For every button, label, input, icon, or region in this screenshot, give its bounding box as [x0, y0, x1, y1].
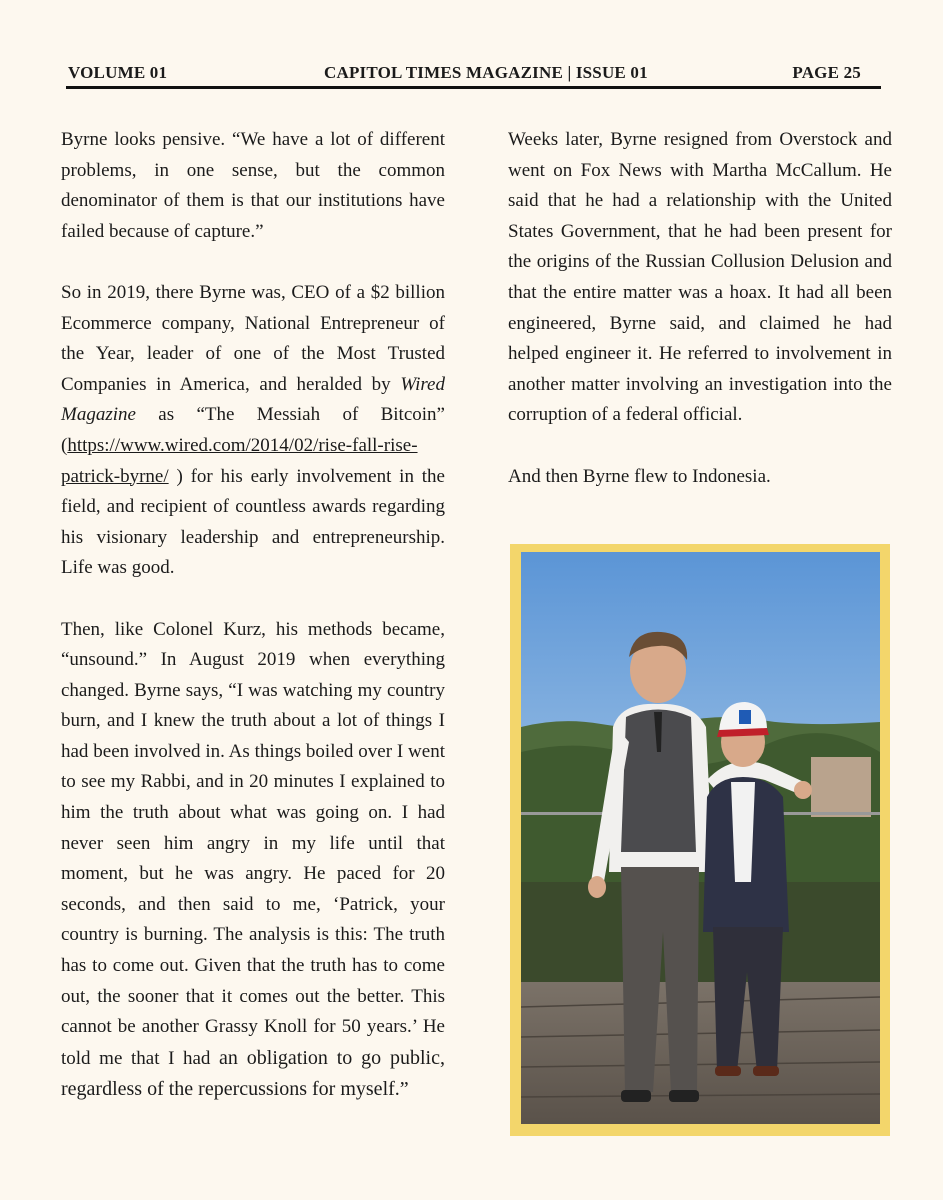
- volume-label: VOLUME 01: [68, 63, 168, 82]
- paragraph-2019-text-b: as “The Messiah of Bitcoin” (: [61, 404, 445, 456]
- two-men-on-rooftop-photo: [521, 552, 880, 1124]
- photo-illustration: [521, 552, 880, 1124]
- paragraph-pensive: Byrne looks pensive. “We have a lot of different problems, in one sense, but the common denominator of them is that our institutions have failed because of capture.”: [61, 129, 445, 242]
- right-column: [508, 125, 892, 492]
- paragraph-kurz-text-large: an obligation to go public, regardless of the repercussions for myself.”: [61, 1046, 445, 1101]
- paragraph-2019-text-c: ) for his early involvement in the field, and recipient of countless awards regarding his visionary leadership and entrepreneurship. Life was good.: [61, 465, 445, 579]
- paragraph-kurz-text: Then, like Colonel Kurz, his methods became, “unsound.” In August 2019 when everything changed. Byrne says, “I was watching my country burn, and I knew the truth about a lot of things I had been involved in. As things boiled over I went to see my Rabbi, and in 20 minutes I explained to him the truth about what was going on. I had never seen him angry in my life until that moment, but he was angry. He paced for 20 seconds, and then said to me, ‘Patrick, your country is burning. The analysis is this: The truth has to come out. Given that the truth has to come out, the sooner that it comes out the better. This cannot be another Grassy Knoll for 50 years.’ He told me that I had: [61, 618, 445, 1069]
- wired-magazine-title: Wired Magazine: [61, 373, 445, 426]
- paragraph-2019-text-a: So in 2019, there Byrne was, CEO of a $2 billion Ecommerce company, National Entrepreneur of the Year, leader of one of the Most Trusted Companies in America, and heralded by: [61, 281, 445, 395]
- page-number: PAGE 25: [792, 63, 861, 82]
- left-column: [61, 125, 445, 1106]
- wired-article-link[interactable]: https://www.wired.com/2014/02/rise-fall-rise- patrick-byrne/: [61, 434, 418, 487]
- paragraph-colonel-kurz: [61, 615, 445, 1107]
- paragraph-indonesia: And then Byrne flew to Indonesia.: [508, 465, 771, 487]
- paragraph-weeks-later: Weeks later, Byrne resigned from Overstock and went on Fox News with Martha McCallum. He said that he had a relationship with the United States Government, that he had been present for the origins of the Russian Collusion Delusion and that the entire matter was a hoax. It had all been engineered, Byrne said, and claimed he had helped engineer it. He referred to involvement in another matter involving an investigation into the corruption of a federal official.: [508, 129, 892, 426]
- photo-frame: [510, 544, 890, 1136]
- page-header: [66, 60, 881, 89]
- paragraph-2019: [61, 278, 445, 584]
- magazine-issue-label: CAPITOL TIMES MAGAZINE | ISSUE 01: [324, 63, 648, 82]
